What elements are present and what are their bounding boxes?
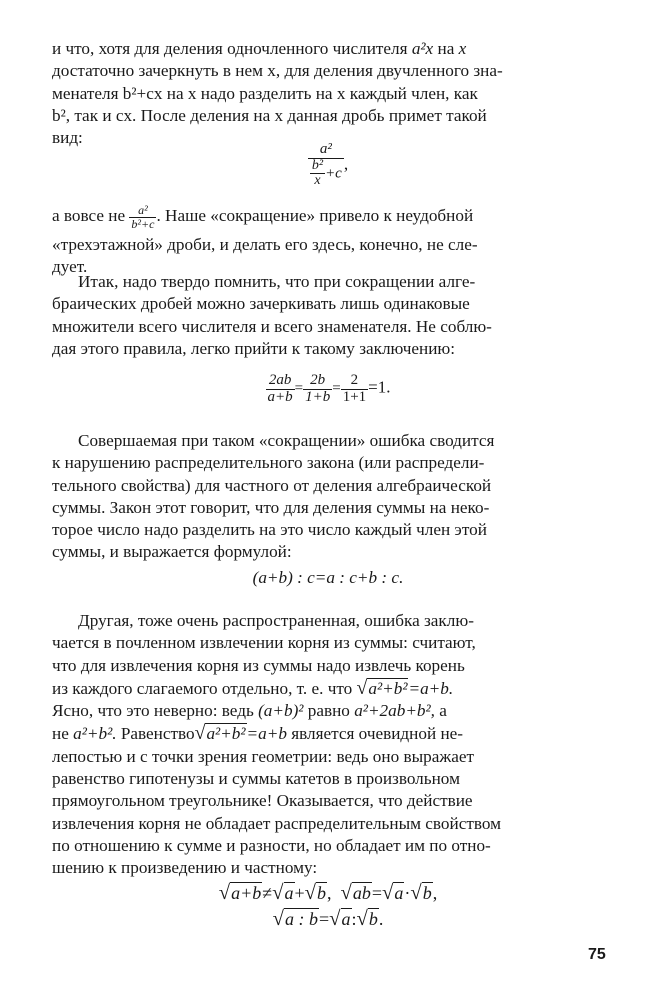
text-line: торое число надо разделить на это число каждый член этой bbox=[52, 520, 487, 540]
radicand: a²+b² bbox=[206, 724, 246, 744]
inner-denominator: x bbox=[314, 173, 321, 189]
text-line: из каждого слагаемого отдельно, т. е. что √a²+b²=a+b. bbox=[52, 676, 454, 699]
formula-line: √a : b=√a:√b. bbox=[272, 908, 384, 930]
text-line: достаточно зачеркнуть в нем x, для деления двучленного зна- bbox=[52, 61, 503, 81]
text-line: что для извлечения корня из суммы надо извлечь корень bbox=[52, 655, 465, 675]
fraction-denominator bbox=[308, 159, 344, 189]
text-line: равенство гипотенузы и суммы катетов в произвольном bbox=[52, 769, 460, 789]
paragraph-5 bbox=[52, 610, 604, 880]
text-line: Совершаемая при таком «сокращении» ошибка сводится bbox=[78, 431, 495, 450]
text-line: b², так и cx. После деления на x данная дробь примет такой bbox=[52, 105, 487, 125]
text-line: суммы, и выражается формулой: bbox=[52, 542, 292, 562]
paragraph-3 bbox=[52, 271, 604, 360]
text-line: к нарушению распределительного закона (или распредели- bbox=[52, 453, 485, 473]
paragraph-4 bbox=[52, 430, 604, 564]
page-number: 75 bbox=[588, 946, 606, 963]
paragraph-2 bbox=[52, 204, 604, 279]
formula-distributive-law: (a+b) : c=a : c+b : c. bbox=[252, 568, 404, 587]
text-line: лепостью и с точки зрения геометрии: ведь оно выражает bbox=[52, 746, 475, 766]
formula-line: √a+b≠√a+√b, √ab=√a·√b, bbox=[218, 882, 438, 904]
text-line: множители всего числителя и всего знаменателя. Не соблю- bbox=[52, 316, 492, 336]
formula-false-cancellation: $\frac{2ab}{a+b}$ = $\frac{2b}{1+b}$ = $\frac{2}{1+1}$ =1. bbox=[267, 372, 391, 405]
text-line: браических дробей можно зачеркивать лишь одинаковые bbox=[52, 294, 470, 314]
text-line: не a²+b². Равенство√a²+b²=a+b является очевидной не- bbox=[52, 722, 463, 745]
plus-c: +c bbox=[325, 165, 342, 182]
text-line: суммы. Закон этот говорит, что для деления суммы на неко- bbox=[52, 497, 490, 517]
text-line: и что, хотя для деления одночленного числителя a²x на x bbox=[52, 39, 467, 58]
text-line: чается в почленном извлечении корня из суммы: считают, bbox=[52, 633, 476, 653]
text-line: менателя b²+cx на x надо разделить на x каждый член, как bbox=[52, 83, 478, 103]
text-line: Итак, надо твердо помнить, что при сокращении алге- bbox=[78, 272, 476, 291]
text-line: дая этого правила, легко прийти к такому заключению: bbox=[52, 338, 456, 358]
text-line: извлечения корня не обладает распределительным свойством bbox=[52, 813, 502, 833]
text-line: вид: bbox=[52, 128, 83, 148]
formula-root-properties bbox=[52, 880, 604, 932]
fraction-numerator: a² bbox=[129, 204, 156, 218]
comma: , bbox=[343, 154, 349, 174]
paragraph-1 bbox=[52, 38, 604, 149]
fraction-denominator: b²+c bbox=[131, 216, 155, 231]
text-line: шению к произведению и частному: bbox=[52, 858, 318, 878]
inner-numerator: b² bbox=[311, 157, 324, 173]
text-line: дует. bbox=[52, 257, 88, 277]
text-line: а вовсе не $\frac{\text{a²}}{\text{b²+c}}$ . Наше «сокращение» привело к неудобной bbox=[52, 203, 474, 231]
text-line: прямоугольном треугольнике! Оказывается, что действие bbox=[52, 791, 473, 811]
text-line: Другая, тоже очень распространенная, ошибка заклю- bbox=[78, 611, 474, 630]
text-line: тельного свойства) для частного от деления алгебраической bbox=[52, 475, 492, 495]
radicand: a²+b² bbox=[368, 678, 408, 698]
formula-three-story-fraction bbox=[52, 142, 604, 189]
text-line: «трехэтажной» дроби, и делать его здесь, конечно, не сле- bbox=[52, 235, 478, 255]
fraction-numerator: a² bbox=[308, 142, 344, 159]
text-line: по отношению к сумме и разности, но обладает им по отно- bbox=[52, 835, 491, 855]
text-line: Ясно, что это неверно: ведь (a+b)² равно a²+2ab+b², а bbox=[52, 701, 447, 721]
